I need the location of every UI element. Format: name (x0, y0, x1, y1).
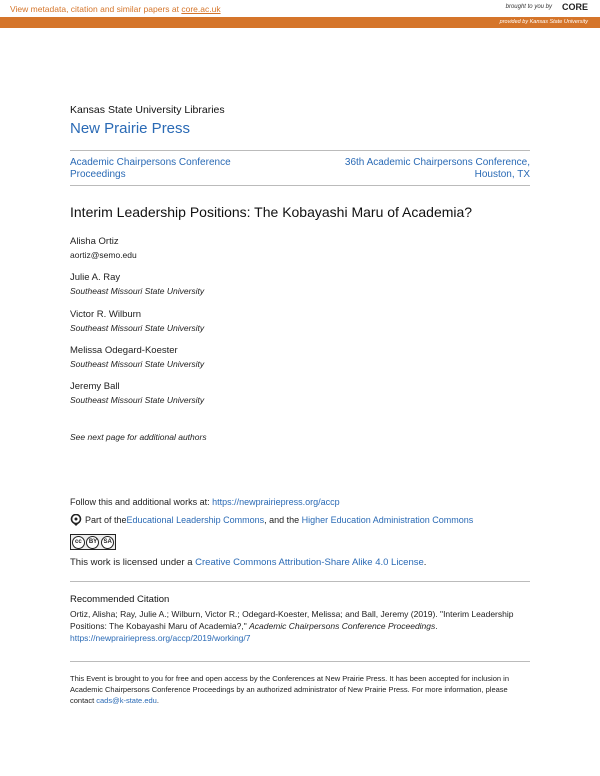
author-name: Victor R. Wilburn (70, 309, 142, 320)
paper-title: Interim Leadership Positions: The Kobayashi Maru of Academia? (70, 204, 473, 220)
author-name: Julie A. Ray (70, 272, 121, 283)
citation-url[interactable]: https://newprairiepress.org/accp/2019/working/7 (70, 633, 251, 643)
citation-text: Ortiz, Alisha; Ray, Julie A.; Wilburn, Victor R.; Odegard-Koester, Melissa; and Ball, Jeremy (2019). "Interim Leadership Positions: The Kobayashi Maru of Academia?," Academic Chairpersons Conference Proceedings. https://newprairiepress.org/accp/2019/working/7 (70, 609, 514, 643)
brought-by-text: brought to you by (505, 4, 552, 10)
author-name: Melissa Odegard-Koester (70, 345, 178, 356)
divider (70, 581, 530, 582)
author-name: Jeremy Ball (70, 381, 120, 392)
network-icon (70, 514, 82, 526)
sa-icon: SA (101, 536, 114, 549)
core-logo[interactable]: CORE (561, 2, 588, 12)
divider (70, 150, 530, 151)
series-link[interactable]: Academic Chairpersons Conference Proceedings (70, 157, 231, 180)
author-name: Alisha Ortiz (70, 236, 119, 247)
citation-heading: Recommended Citation (70, 594, 170, 605)
part-of-line: Part of the Educational Leadership Commons , and the Higher Education Administration Commons (70, 514, 473, 526)
follow-line: Follow this and additional works at: https://newprairiepress.org/accp (70, 497, 340, 507)
educational-leadership-link[interactable]: Educational Leadership Commons (126, 515, 265, 525)
license-line: This work is licensed under a Creative Commons Attribution-Share Alike 4.0 License. (70, 557, 427, 568)
author-affiliation: Southeast Missouri State University (70, 286, 205, 296)
additional-authors-note: See next page for additional authors (70, 432, 207, 442)
cc-icon: cc (72, 536, 85, 549)
accp-link[interactable]: https://newprairiepress.org/accp (212, 497, 340, 507)
provider-bar (0, 17, 600, 28)
press-link[interactable]: New Prairie Press (70, 120, 191, 137)
core-banner (0, 0, 600, 17)
author-affiliation: Southeast Missouri State University (70, 359, 205, 369)
license-link[interactable]: Creative Commons Attribution-Share Alike 4.0 License (195, 557, 424, 568)
provided-by-text: provided by Kansas State University (499, 19, 588, 25)
metadata-notice: View metadata, citation and similar papers at core.ac.uk (10, 4, 221, 14)
divider (70, 661, 530, 662)
author-email: aortiz@semo.edu (70, 250, 137, 260)
by-icon: BY (86, 536, 99, 549)
higher-education-link[interactable]: Higher Education Administration Commons (301, 515, 474, 525)
author-affiliation: Southeast Missouri State University (70, 395, 205, 405)
library-name: Kansas State University Libraries (70, 104, 225, 116)
divider (70, 185, 530, 186)
core-link[interactable]: core.ac.uk (181, 4, 221, 14)
access-notice: This Event is brought to you for free and open access by the Conferences at New Prairie Press. It has been accepted for inclusion in Academic Chairpersons Conference Proceedings by an authorized administrator of New Prairie Press. For more information, please contact cads@k-state.edu. (70, 674, 509, 705)
contact-email-link[interactable]: cads@k-state.edu (96, 696, 157, 705)
conference-link[interactable]: 36th Academic Chairpersons Conference, Houston, TX (344, 157, 530, 180)
cc-license-badge[interactable] (70, 534, 116, 550)
author-affiliation: Southeast Missouri State University (70, 323, 205, 333)
